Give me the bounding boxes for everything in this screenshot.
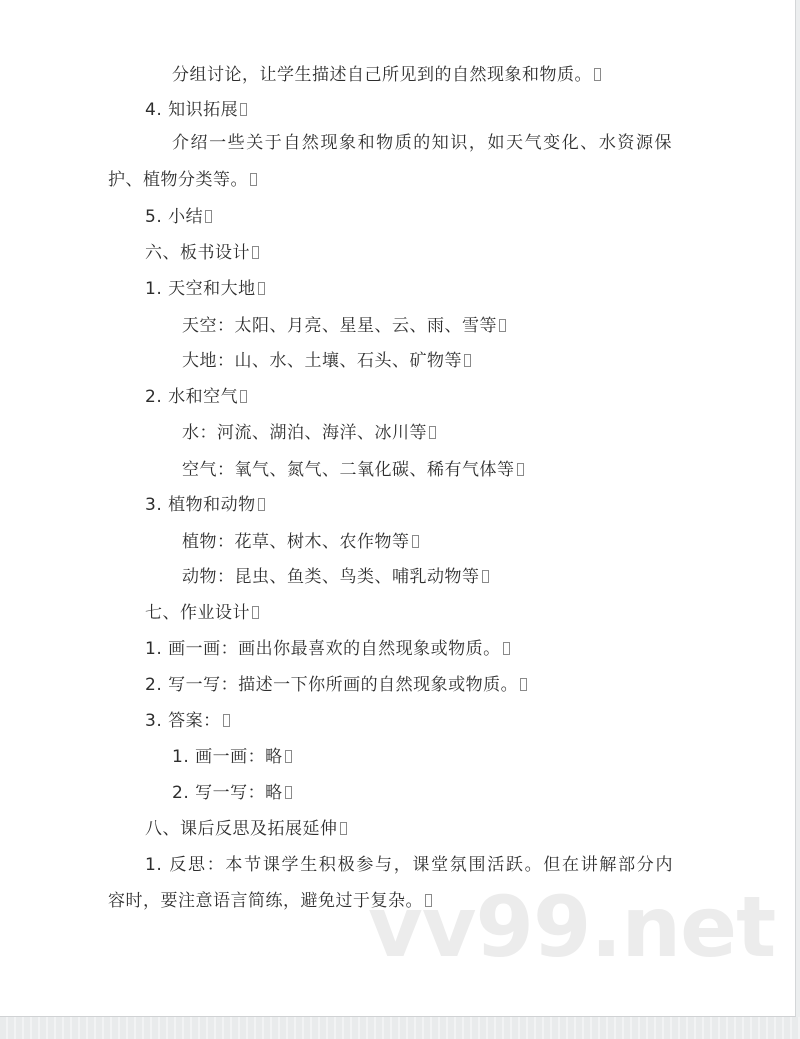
paragraph-line: 1. 反思：本节课学生积极参与，课堂氛围活跃。但在讲解部分内 — [145, 855, 673, 875]
subsection-heading: 3. 植物和动物 — [145, 490, 265, 515]
subsection-heading: 2. 水和空气 — [145, 382, 247, 407]
paragraph-mark-icon — [258, 282, 265, 295]
sub-list-item: 2. 写一写：略 — [172, 778, 292, 803]
list-item: 2. 写一写：描述一下你所画的自然现象或物质。 — [145, 670, 527, 695]
paragraph-mark-icon — [499, 319, 506, 332]
paragraph-mark-icon — [285, 786, 292, 799]
paragraph-line: 容时，要注意语言简练，避免过于复杂。 — [108, 886, 432, 911]
paragraph-mark-icon — [258, 498, 265, 511]
paragraph-mark-icon — [429, 426, 436, 439]
paragraph-mark-icon — [252, 246, 259, 259]
paragraph-mark-icon — [340, 822, 347, 835]
list-item: 动物：昆虫、鱼类、鸟类、哺乳动物等 — [182, 562, 489, 587]
paragraph-mark-icon — [594, 68, 601, 81]
paragraph-mark-icon — [464, 354, 471, 367]
paragraph-mark-icon — [240, 103, 247, 116]
paragraph-mark-icon — [250, 173, 257, 186]
list-item: 1. 画一画：画出你最喜欢的自然现象或物质。 — [145, 634, 510, 659]
paragraph-line: 介绍一些关于自然现象和物质的知识，如天气变化、水资源保 — [172, 133, 672, 153]
paragraph-mark-icon — [482, 570, 489, 583]
paragraph-mark-icon — [205, 210, 212, 223]
paragraph-mark-icon — [412, 535, 419, 548]
paragraph-mark-icon — [503, 642, 510, 655]
section-heading: 4. 知识拓展 — [145, 95, 247, 120]
list-item: 植物：花草、树木、农作物等 — [182, 527, 419, 552]
watermark: vv99.net — [368, 878, 776, 976]
paragraph-mark-icon — [223, 714, 230, 727]
paragraph-line: 护、植物分类等。 — [108, 165, 257, 190]
section-heading: 5. 小结 — [145, 202, 212, 227]
paragraph-line: 分组讨论，让学生描述自己所见到的自然现象和物质。 — [172, 60, 601, 85]
list-item: 3. 答案： — [145, 706, 230, 731]
list-item: 水：河流、湖泊、海洋、冰川等 — [182, 418, 436, 443]
paragraph-mark-icon — [240, 390, 247, 403]
list-item: 大地：山、水、土壤、石头、矿物等 — [182, 346, 471, 371]
page-bottom-edge — [0, 1017, 800, 1039]
paragraph-mark-icon — [517, 463, 524, 476]
paragraph-mark-icon — [285, 750, 292, 763]
list-item: 空气：氧气、氮气、二氧化碳、稀有气体等 — [182, 455, 524, 480]
list-item: 天空：太阳、月亮、星星、云、雨、雪等 — [182, 311, 506, 336]
paragraph-mark-icon — [252, 606, 259, 619]
section-heading: 七、作业设计 — [145, 598, 259, 623]
section-heading: 八、课后反思及拓展延伸 — [145, 814, 347, 839]
section-heading: 六、板书设计 — [145, 238, 259, 263]
sub-list-item: 1. 画一画：略 — [172, 742, 292, 767]
paragraph-mark-icon — [520, 678, 527, 691]
subsection-heading: 1. 天空和大地 — [145, 274, 265, 299]
